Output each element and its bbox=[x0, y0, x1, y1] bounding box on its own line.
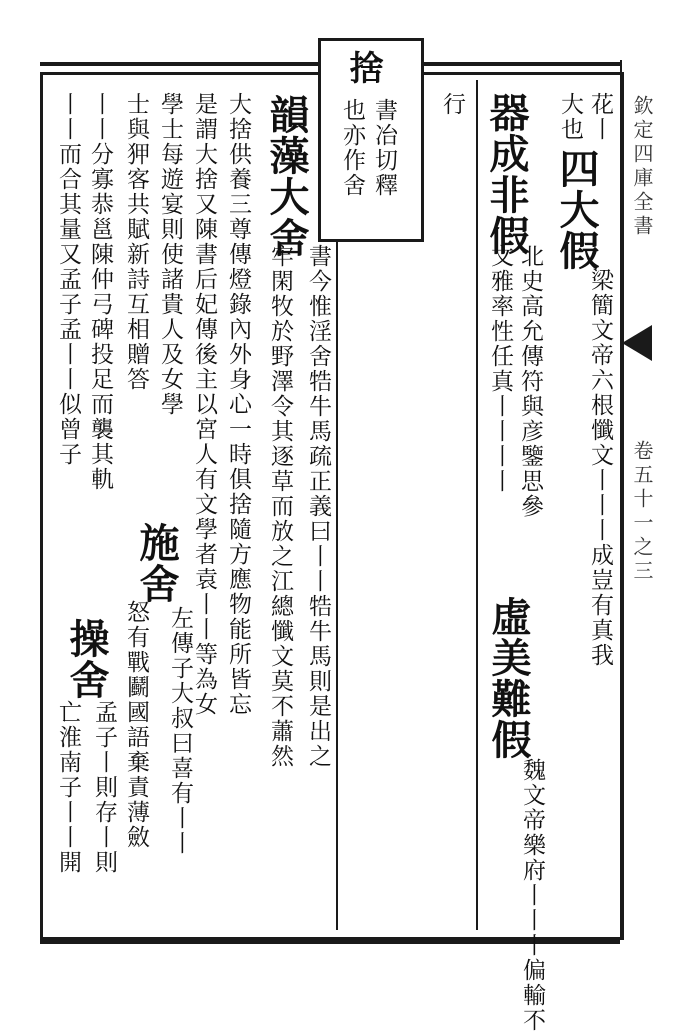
text-column: 魏文帝樂府丨丨丨偏輸不 bbox=[519, 758, 545, 1033]
text-column: 花丨 bbox=[587, 92, 613, 142]
text-column: 士與狎客共賦新詩互相贈答 bbox=[123, 92, 149, 392]
head-gloss-1: 書冶切釋 bbox=[371, 98, 397, 198]
entry-term: 四大假 bbox=[553, 148, 600, 271]
text-column: 北史高允傳符與彦鑒思參 bbox=[517, 244, 543, 519]
text-column: 學士每遊宴則使諸貴人及女學 bbox=[157, 92, 183, 417]
text-column: 丨丨分寡恭邕陳仲弓碑投足而襲其軌 bbox=[87, 92, 113, 492]
text-column: 行 bbox=[439, 92, 465, 117]
head-gloss-2: 也亦作舍 bbox=[339, 98, 365, 198]
margin-rule bbox=[620, 60, 622, 940]
text-column: 書今惟淫舍牿牛馬疏正義曰丨丨牿牛馬則是出之 bbox=[305, 244, 331, 769]
text-column: 是謂大捨又陳書后妃傳後主以宮人有文學者袁丨丨等為女 bbox=[191, 92, 217, 717]
text-column: 大捨供養三尊傳燈錄內外身心一時俱捨隨方應物能所皆忘 bbox=[225, 92, 251, 717]
text-column: 文雅率性任真丨丨丨丨 bbox=[487, 244, 513, 494]
entry-term: 韻藻大舍 bbox=[263, 94, 310, 258]
text-column: 丨丨而合其量又孟子孟丨丨似曾子 bbox=[55, 92, 81, 467]
text-column: 大也 bbox=[557, 92, 583, 142]
entry-term: 虛美難假 bbox=[485, 596, 532, 760]
volume-label: 卷五十一之三 bbox=[630, 440, 654, 584]
head-character: 捨 bbox=[343, 50, 383, 84]
column-divider bbox=[476, 80, 478, 930]
text-column: 牢閑牧於野澤令其逐草而放之江總懺文莫不蕭然 bbox=[267, 244, 293, 769]
fish-tail-mark bbox=[622, 325, 652, 361]
text-column: 怒有戰鬬國語棄責薄斂 bbox=[123, 600, 149, 850]
text-column: 孟子丨則存丨則 bbox=[91, 700, 117, 875]
text-column: 左傳子大叔曰喜有丨丨 bbox=[167, 606, 193, 856]
text-column: 梁簡文帝六根懺文丨丨丨成豈有真我 bbox=[587, 268, 613, 668]
entry-term: 器成非假 bbox=[483, 92, 530, 256]
entry-term: 操舍 bbox=[63, 618, 110, 700]
entry-term: 施舍 bbox=[133, 522, 180, 604]
text-column: 亡淮南子丨丨開 bbox=[55, 700, 81, 875]
book-title: 欽定四庫全書 bbox=[630, 95, 654, 239]
